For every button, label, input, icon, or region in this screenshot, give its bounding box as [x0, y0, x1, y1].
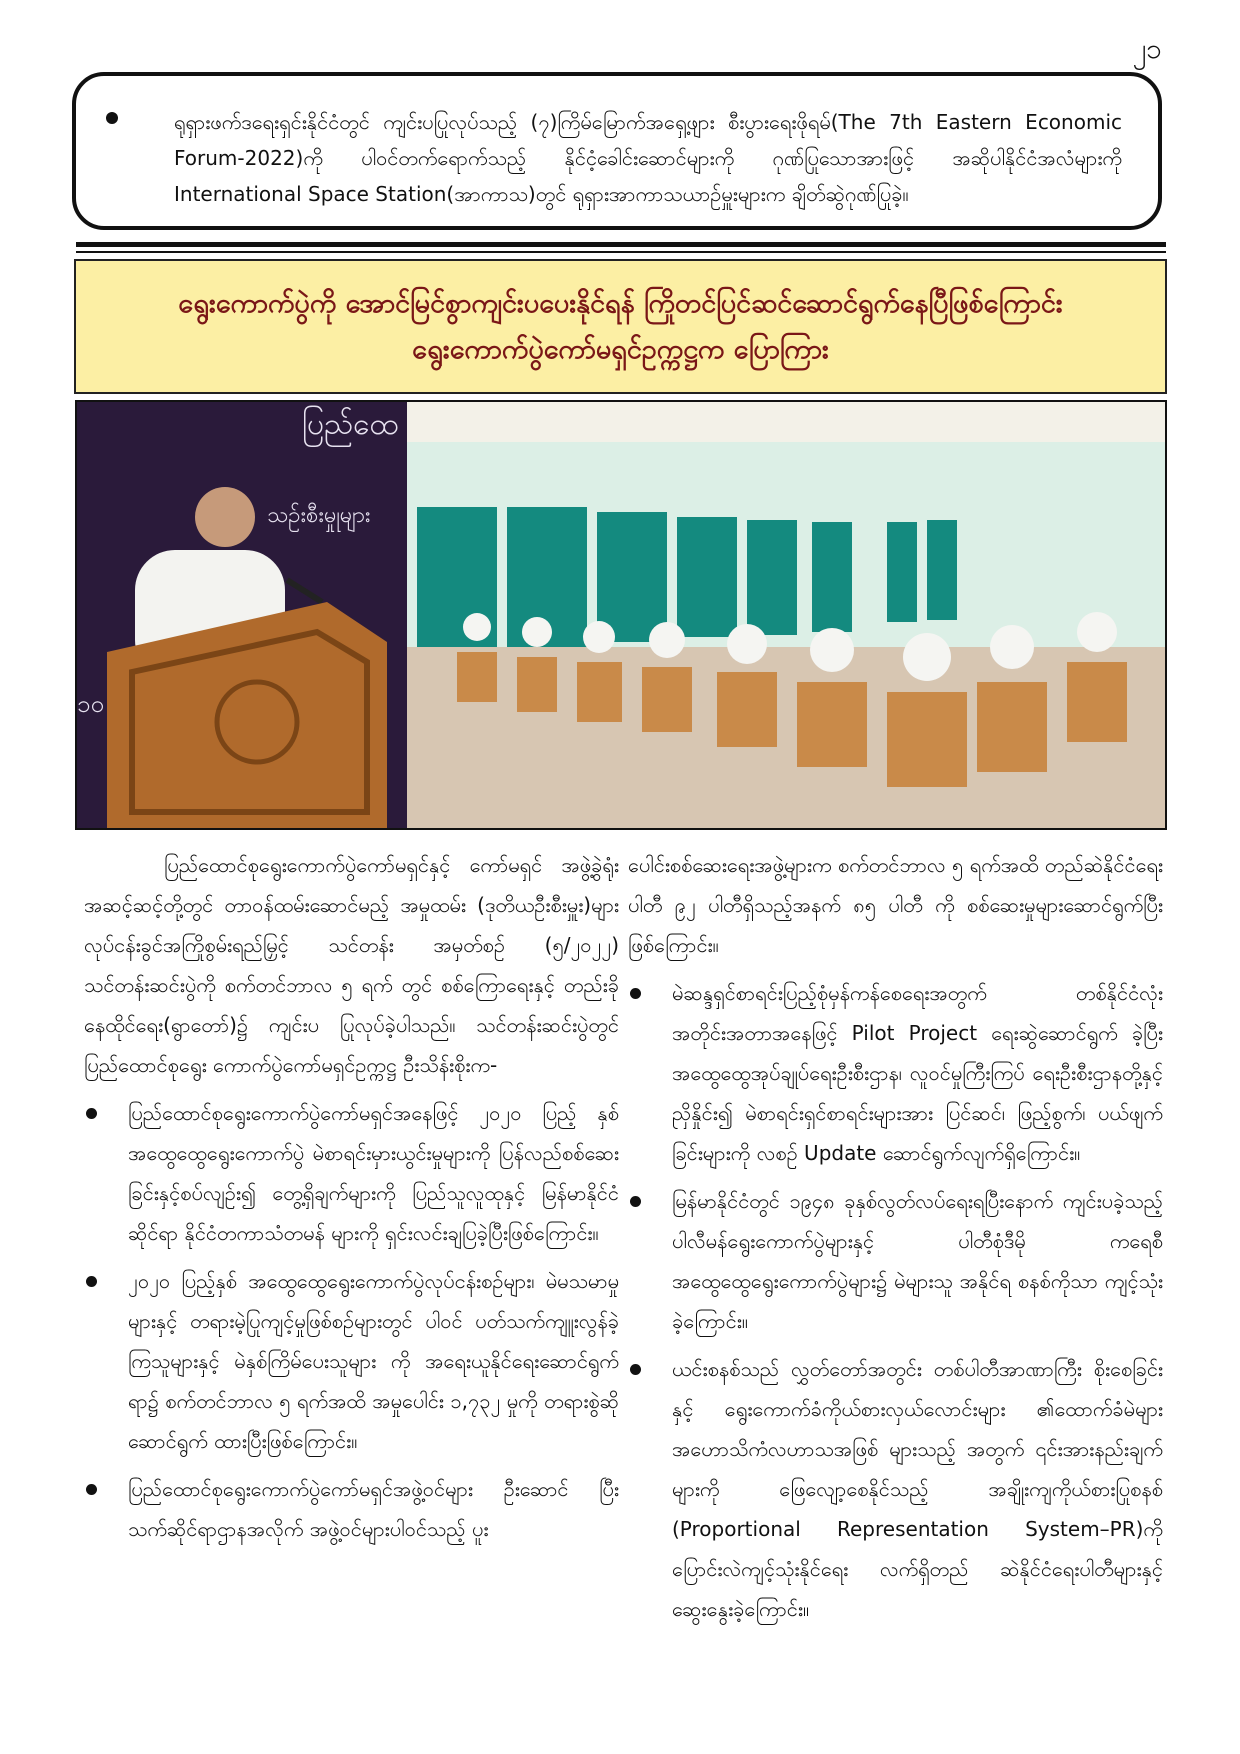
- bullet-icon: [86, 1276, 97, 1287]
- list-item-text: ၂၀၂၀ ပြည့်နှစ် အထွေထွေရွေးကောက်ပွဲလုပ်ငန်းစဉ်များ၊ မဲမသမာမှုများနှင့် တရားမဲ့ပြုကျင့်မှုဖြစ်စဉ်များတွင် ပါဝင် ပတ်သက်ကျူးလွန်ခဲ့ကြသူများနှင့် မဲနှစ်ကြိမ်ပေးသူများ ကို အရေးယူနိုင်ရေးဆောင်ရွက်ရာ၌ စက်တင်ဘာလ ၅ ရက်အထိ အမှုပေါင်း ၁,၇၃၂ မှုကို တရားစွဲဆိုဆောင်ရွက် ထားပြီးဖြစ်ကြောင်း။: [128, 1269, 619, 1453]
- top-news-box: [72, 72, 1162, 230]
- backdrop-text-2: သဉ်းစီးမှုုများ: [267, 503, 371, 528]
- bullet-icon: [86, 1484, 97, 1495]
- bullet-icon: [630, 1196, 641, 1207]
- list-item: [628, 973, 1163, 1173]
- headline-line-1: ရွေးကောက်ပွဲကို အောင်မြင်စွာကျင်းပပေးနိုင်ရန် ကြိုတင်ပြင်ဆင်ဆောင်ရွက်နေပြီဖြစ်ကြောင်း: [178, 287, 1063, 319]
- bullet-icon: [106, 112, 118, 124]
- backdrop-text: ပြည်ထေ: [302, 407, 399, 442]
- list-item-text: မဲဆန္ဒရှင်စာရင်းပြည့်စုံမှန်ကန်စေရေးအတွက် တစ်နိုင်ငံလုံး အတိုင်းအတာအနေဖြင့် Pilot Project ရေးဆွဲဆောင်ရွက် ခဲ့ပြီး အထွေထွေအုပ်ချုပ်ရေးဦးစီးဌာန၊ လူဝင်မှုကြီးကြပ် ရေးဦးစီးဌာနတို့နှင့်ညှိနှိုင်း၍ မဲစာရင်းရှင်စာရင်းများအား ပြင်ဆင်၊ ဖြည့်စွက်၊ ပယ်ဖျက်ခြင်းများကို လစဉ် Update ဆောင်ရွက်လျက်ရှိကြောင်း။: [672, 981, 1163, 1165]
- list-item: [84, 1093, 619, 1253]
- intro-paragraph: ပြည်ထောင်စုရွေးကောက်ပွဲကော်မရှင်နှင့် ကော်မရှင် အဖွဲ့ခွဲရုံးအဆင့်ဆင့်တို့တွင် တာဝန်ထမ်းဆောင်မည့် အမှုထမ်း (ဒုတိယဦးစီးမှူး)များ လုပ်ငန်းခွင်အကြိုစွမ်းရည်မြှင့် သင်တန်း အမှတ်စဉ် (၅/၂၀၂၂) သင်တန်းဆင်းပွဲကို စက်တင်ဘာလ ၅ ရက် တွင် စစ်ကြောရေးနှင့် တည်းခိုနေထိုင်ရေး(ရွာတော်)၌ ကျင်းပ ပြုလုပ်ခဲ့ပါသည်။ သင်တန်းဆင်းပွဲတွင် ပြည်ထောင်စုရွေး ကောက်ပွဲကော်မရှင်ဥက္ကဋ္ဌ ဦးသိန်းစိုးက-: [84, 853, 619, 1077]
- headline-line-2: ရွေးကောက်ပွဲကော်မရှင်ဥက္ကဋ္ဌက ပြောကြား: [412, 333, 829, 365]
- bullet-icon: [630, 1364, 641, 1375]
- news-photo: [75, 400, 1167, 830]
- divider-thick: [76, 242, 1166, 247]
- list-item-text: မြန်မာနိုင်ငံတွင် ၁၉၄၈ ခုနှစ်လွတ်လပ်ရေးရပြီးနောက် ကျင်းပခဲ့သည့် ပါလီမန်ရွေးကောက်ပွဲများနှင့် ပါတီစုံဒီမို ကရေစီအထွေထွေရွေးကောက်ပွဲများ၌ မဲများသူ အနိုင်ရ စနစ်ကိုသာ ကျင့်သုံးခဲ့ကြောင်း။: [672, 1189, 1163, 1333]
- right-bullet-list: [628, 973, 1163, 1629]
- list-item: [628, 1349, 1163, 1629]
- left-bullet-list: [84, 1093, 619, 1549]
- bullet-icon: [86, 1108, 97, 1119]
- list-item: [84, 1469, 619, 1549]
- page-number: ၂၁: [1132, 32, 1162, 65]
- list-item: [628, 1181, 1163, 1341]
- left-column: [84, 845, 619, 1557]
- right-column: [628, 845, 1163, 1637]
- list-item-text: ပြည်ထောင်စုရွေးကောက်ပွဲကော်မရှင်အဖွဲ့ဝင်များ ဦးဆောင် ပြီး သက်ဆိုင်ရာဌာနအလိုက် အဖွဲ့ဝင်များပါဝင်သည့် ပူး: [128, 1477, 619, 1541]
- backdrop-text-3: ၁၀: [77, 690, 104, 718]
- bullet-icon: [630, 988, 641, 999]
- continued-paragraph: ပေါင်းစစ်ဆေးရေးအဖွဲ့များက စက်တင်ဘာလ ၅ ရက်အထိ တည်ဆဲနိုင်ငံရေးပါတီ ၉၂ ပါတီရှိသည့်အနက် ၈၅ ပါတီ ကို စစ်ဆေးမှုများဆောင်ရွက်ပြီးဖြစ်ကြောင်း။: [628, 853, 1163, 957]
- list-item-text: ပြည်ထောင်စုရွေးကောက်ပွဲကော်မရှင်အနေဖြင့် ၂၀၂၀ ပြည့် နှစ် အထွေထွေရွေးကောက်ပွဲ မဲစာရင်းမှားယွင်းမှုများကို ပြန်လည်စစ်ဆေးခြင်းနှင့်စပ်လျဉ်း၍ တွေ့ရှိချက်များကို ပြည်သူလူထုနှင့် မြန်မာနိုင်ငံဆိုင်ရာ နိုင်ငံတကာသံတမန် များကို ရှင်းလင်းချပြခဲ့ပြီးဖြစ်ကြောင်း။: [128, 1101, 619, 1245]
- speaker-head: [195, 487, 255, 547]
- divider-thin: [76, 251, 1166, 253]
- top-news-text: ရုရှားဖက်ဒရေးရှင်းနိုင်ငံတွင် ကျင်းပပြုလုပ်သည့် (၇)ကြိမ်မြောက်အရှေ့ဖျား စီးပွားရေးဖိုရမ်(The 7th Eastern Economic Forum-2022)ကို ပါဝင်တက်ရောက်သည့် နိုင်ငံ့ခေါင်းဆောင်များကို ဂုဏ်ပြုသောအားဖြင့် အဆိုပါနိုင်ငံအလံများကို International Space Station(အာကာသ)တွင် ရုရှားအာကာသယာဉ်မှူးများက ချိတ်ဆွဲဂုဏ်ပြုခဲ့။: [174, 110, 1122, 206]
- list-item: [84, 1261, 619, 1461]
- headline-box: [74, 259, 1167, 394]
- list-item-text: ယင်းစနစ်သည် လွှတ်တော်အတွင်း တစ်ပါတီအာဏာကြီး စိုးစေခြင်းနှင့် ရွေးကောက်ခံကိုယ်စားလှယ်လောင်းများ ၏ထောက်ခံမဲများ အဟောသိကံလဟာသအဖြစ် များသည့် အတွက် ၎င်းအားနည်းချက်များကို ဖြေလျော့စေနိုင်သည့် အချိုးကျကိုယ်စားပြုစနစ် (Proportional Representation System–PR)ကို ပြောင်းလဲကျင့်သုံးနိုင်ရေး လက်ရှိတည် ဆဲနိုင်ငံရေးပါတီများနှင့် ဆွေးနွေးခဲ့ကြောင်း။: [672, 1357, 1163, 1621]
